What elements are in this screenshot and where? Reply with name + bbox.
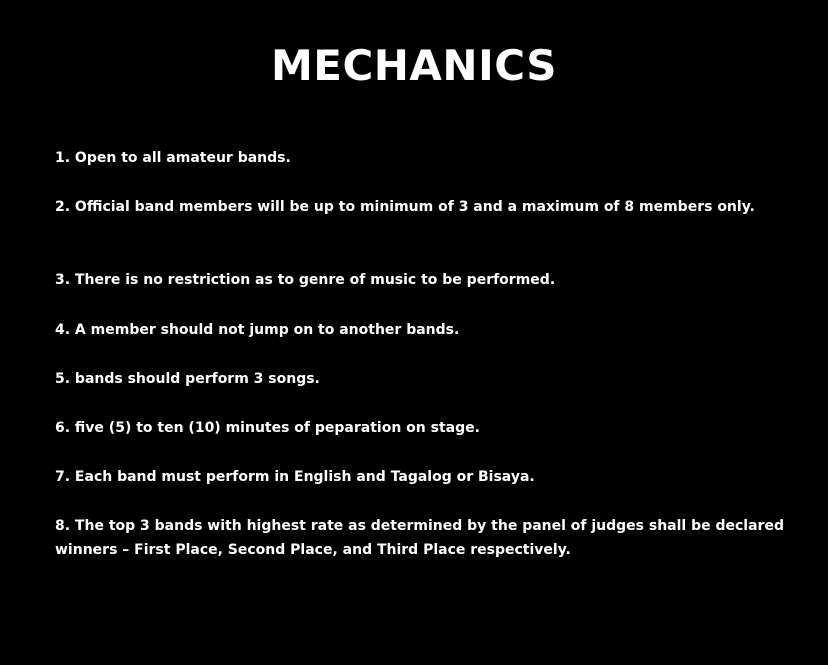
rule-item-7: 7. Each band must perform in English and Tagalog or Bisaya. xyxy=(55,469,535,485)
rule-item-3: 3. There is no restriction as to genre of music to be performed. xyxy=(55,272,556,288)
rule-item-6: 6. five (5) to ten (10) minutes of peparation on stage. xyxy=(55,420,480,436)
rule-item-2: 2. Official band members will be up to minimum of 3 and a maximum of 8 members only. xyxy=(55,199,755,215)
rule-item-5: 5. bands should perform 3 songs. xyxy=(55,371,320,387)
rule-item-4: 4. A member should not jump on to another bands. xyxy=(55,322,460,338)
rule-item-8: 8. The top 3 bands with highest rate as determined by the panel of judges shall be declared winners – First Place, Second Place, and Third Place respectively. xyxy=(55,518,784,558)
page-title: MECHANICS xyxy=(270,41,558,90)
rule-item-1: 1. Open to all amateur bands. xyxy=(55,150,291,166)
